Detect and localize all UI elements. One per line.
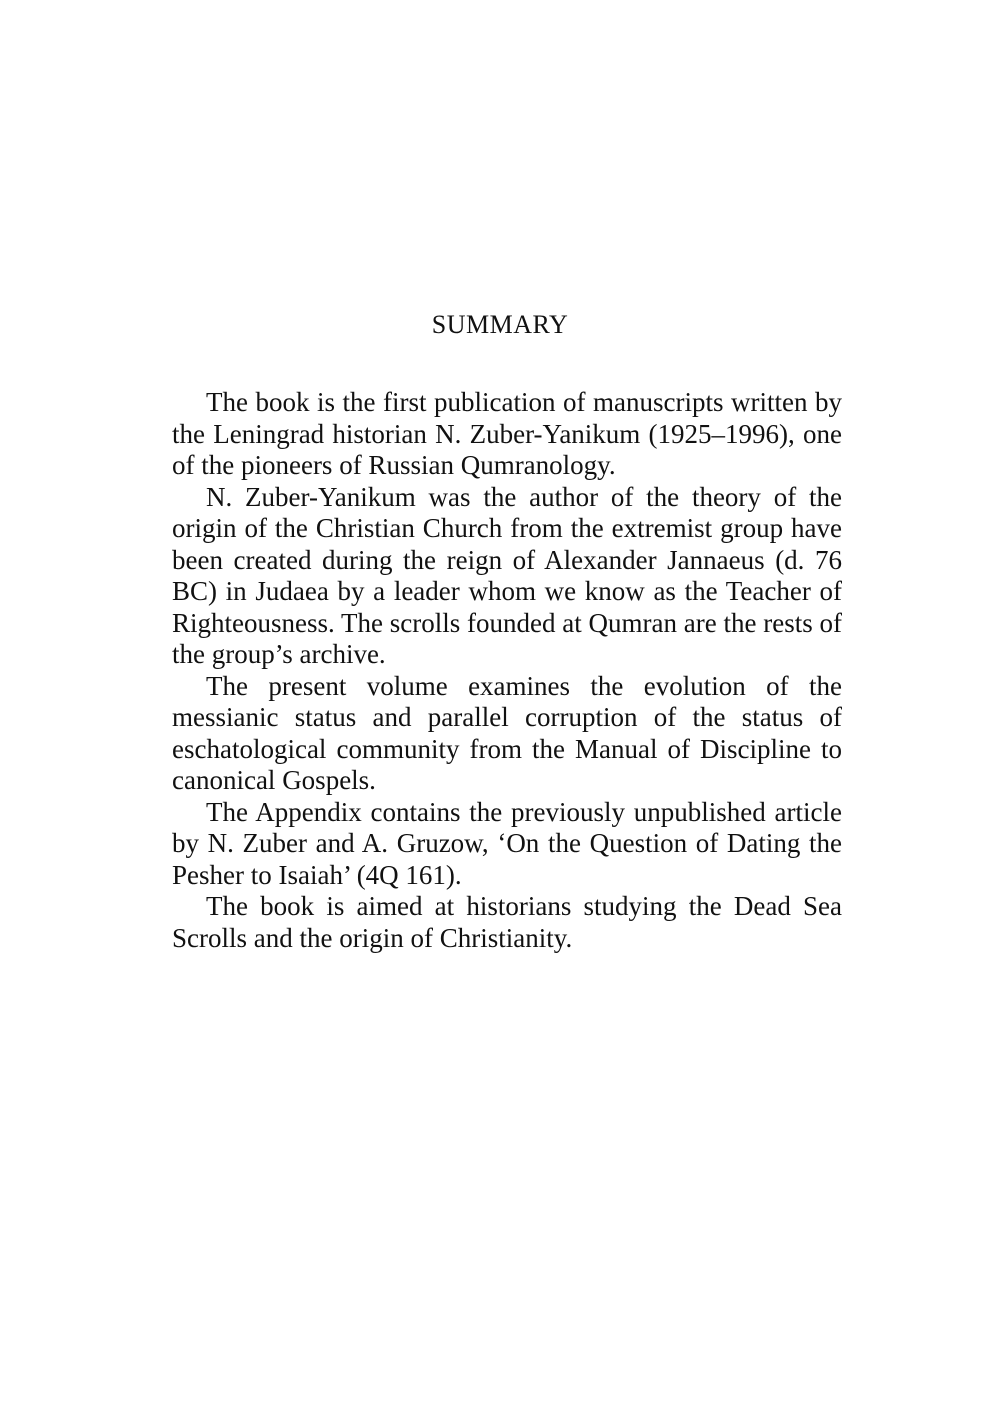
page-title: SUMMARY bbox=[431, 310, 569, 339]
paragraph-volume: The present volume examines the evolution of the messianic status and parallel corruption of the status of eschatological community from the Manual of Discipline to canonical Gospels. bbox=[172, 670, 842, 795]
summary-body bbox=[172, 387, 842, 954]
paragraph-theory: N. Zuber-Yanikum was the author of the theory of the origin of the Christian Church from the extremist group have been created during the reign of Alexander Jannaeus (d. 76 BC) in Judaea by a leader whom we know as the Teacher of Righteousness. The scrolls founded at Qumran are the rests of the group’s archive. bbox=[172, 481, 842, 669]
paragraph-intro: The book is the first publication of manuscripts written by the Leningrad historian N. Zuber-Yanikum (1925–1996), one of the pioneers of Russian Qumranology. bbox=[172, 387, 842, 480]
paragraph-appendix: The Appendix contains the previously unpublished article by N. Zuber and A. Gruzow, ‘On the Question of Dating the Pesher to Isaiah’ (4Q 161). bbox=[172, 796, 842, 890]
paragraph-audience: The book is aimed at historians studying the Dead Sea Scrolls and the origin of Christianity. bbox=[172, 891, 842, 953]
